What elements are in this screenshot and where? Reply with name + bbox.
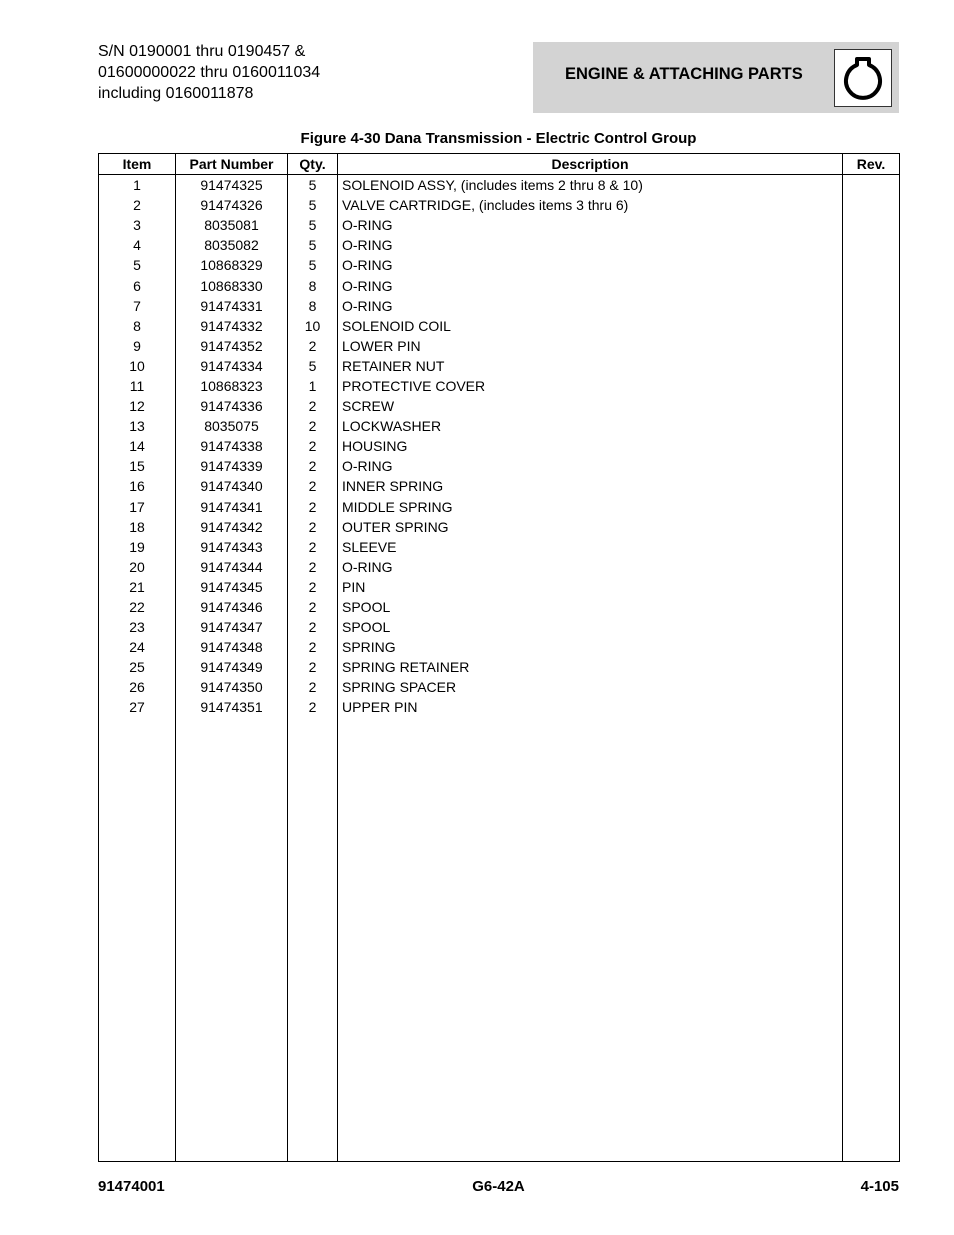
- cell-qty: 2: [288, 517, 338, 537]
- table-row: [99, 677, 900, 697]
- cell-description: LOWER PIN: [338, 336, 843, 356]
- table-row: [99, 336, 900, 356]
- cell-qty: 2: [288, 456, 338, 476]
- cell-qty: 10: [288, 316, 338, 336]
- cell-part-number: 91474331: [176, 296, 288, 316]
- cell-rev: [843, 336, 900, 356]
- cell-description: SPRING SPACER: [338, 677, 843, 697]
- cell-part-number: 91474326: [176, 195, 288, 215]
- cell-qty: 5: [288, 235, 338, 255]
- cell-qty: 2: [288, 436, 338, 456]
- table-row: [99, 597, 900, 617]
- table-row: [99, 175, 900, 196]
- table-row: [99, 356, 900, 376]
- cell-item: 25: [99, 657, 176, 677]
- cell-rev: [843, 517, 900, 537]
- cell-item: 12: [99, 396, 176, 416]
- cell-description: INNER SPRING: [338, 476, 843, 496]
- cell-rev: [843, 296, 900, 316]
- cell-description: O-RING: [338, 275, 843, 295]
- cell-part-number: 91474336: [176, 396, 288, 416]
- cell-description: O-RING: [338, 296, 843, 316]
- table-row: [99, 275, 900, 295]
- cell-description: SOLENOID ASSY, (includes items 2 thru 8 & 10): [338, 175, 843, 196]
- cell-item: 20: [99, 557, 176, 577]
- cell-rev: [843, 175, 900, 196]
- cell-part-number: 8035082: [176, 235, 288, 255]
- table-row: [99, 557, 900, 577]
- table-row: [99, 316, 900, 336]
- cell-qty: 2: [288, 416, 338, 436]
- cell-description: SPRING RETAINER: [338, 657, 843, 677]
- figure-title: Figure 4-30 Dana Transmission - Electric Control Group: [300, 130, 697, 147]
- cell-part-number: 91474346: [176, 597, 288, 617]
- cell-part-number: 91474352: [176, 336, 288, 356]
- cell-description: HOUSING: [338, 436, 843, 456]
- table-row: [99, 577, 900, 597]
- cell-qty: 2: [288, 597, 338, 617]
- cell-description: SPOOL: [338, 597, 843, 617]
- engine-icon-graphic: [835, 50, 891, 106]
- cell-qty: 2: [288, 577, 338, 597]
- cell-rev: [843, 617, 900, 637]
- cell-item: 27: [99, 697, 176, 717]
- cell-part-number: 91474332: [176, 316, 288, 336]
- cell-part-number: 91474339: [176, 456, 288, 476]
- cell-description: OUTER SPRING: [338, 517, 843, 537]
- cell-description: VALVE CARTRIDGE, (includes items 3 thru 6): [338, 195, 843, 215]
- cell-qty: 1: [288, 376, 338, 396]
- cell-part-number: 91474325: [176, 175, 288, 196]
- table-row: [99, 296, 900, 316]
- cell-qty: 2: [288, 677, 338, 697]
- cell-part-number: 8035081: [176, 215, 288, 235]
- serial-line: 01600000022 thru 0160011034: [98, 64, 321, 81]
- cell-item: 3: [99, 215, 176, 235]
- cell-rev: [843, 436, 900, 456]
- table-row: [99, 517, 900, 537]
- empty-cell: [338, 718, 843, 1162]
- column-header-item: Item: [99, 154, 176, 175]
- cell-qty: 5: [288, 195, 338, 215]
- table-row: [99, 416, 900, 436]
- cell-qty: 5: [288, 255, 338, 275]
- cell-description: LOCKWASHER: [338, 416, 843, 436]
- cell-item: 11: [99, 376, 176, 396]
- cell-qty: 2: [288, 497, 338, 517]
- cell-rev: [843, 597, 900, 617]
- cell-item: 9: [99, 336, 176, 356]
- cell-part-number: 91474342: [176, 517, 288, 537]
- cell-rev: [843, 697, 900, 717]
- table-empty-space: [99, 718, 900, 1162]
- cell-rev: [843, 396, 900, 416]
- table-row: [99, 497, 900, 517]
- cell-rev: [843, 235, 900, 255]
- cell-description: UPPER PIN: [338, 697, 843, 717]
- cell-item: 8: [99, 316, 176, 336]
- table-row: [99, 537, 900, 557]
- cell-rev: [843, 215, 900, 235]
- cell-part-number: 91474338: [176, 436, 288, 456]
- cell-rev: [843, 677, 900, 697]
- cell-rev: [843, 456, 900, 476]
- section-title: ENGINE & ATTACHING PARTS: [565, 65, 803, 83]
- section-header: [533, 42, 899, 113]
- parts-table-body: [99, 175, 900, 1162]
- cell-description: SOLENOID COIL: [338, 316, 843, 336]
- cell-rev: [843, 497, 900, 517]
- footer-model: G6-42A: [472, 1178, 525, 1195]
- cell-rev: [843, 637, 900, 657]
- serial-line: including 0160011878: [98, 85, 254, 102]
- cell-part-number: 91474349: [176, 657, 288, 677]
- table-row: [99, 436, 900, 456]
- table-row: [99, 255, 900, 275]
- cell-rev: [843, 557, 900, 577]
- cell-qty: 5: [288, 215, 338, 235]
- cell-item: 15: [99, 456, 176, 476]
- cell-rev: [843, 195, 900, 215]
- cell-part-number: 10868323: [176, 376, 288, 396]
- cell-item: 2: [99, 195, 176, 215]
- cell-qty: 2: [288, 617, 338, 637]
- cell-item: 5: [99, 255, 176, 275]
- cell-item: 23: [99, 617, 176, 637]
- table-row: [99, 476, 900, 496]
- table-row: [99, 456, 900, 476]
- table-row: [99, 376, 900, 396]
- cell-item: 21: [99, 577, 176, 597]
- cell-rev: [843, 376, 900, 396]
- cell-description: MIDDLE SPRING: [338, 497, 843, 517]
- table-row: [99, 235, 900, 255]
- cell-qty: 2: [288, 537, 338, 557]
- cell-qty: 2: [288, 557, 338, 577]
- table-row: [99, 215, 900, 235]
- table-row: [99, 617, 900, 637]
- cell-rev: [843, 657, 900, 677]
- cell-qty: 2: [288, 657, 338, 677]
- engine-icon: [834, 49, 892, 107]
- cell-rev: [843, 316, 900, 336]
- table-row: [99, 396, 900, 416]
- cell-item: 1: [99, 175, 176, 196]
- footer-page-number: 4-105: [860, 1178, 899, 1195]
- column-header-rev: Rev.: [843, 154, 900, 175]
- cell-rev: [843, 356, 900, 376]
- cell-description: RETAINER NUT: [338, 356, 843, 376]
- cell-item: 24: [99, 637, 176, 657]
- cell-part-number: 91474348: [176, 637, 288, 657]
- cell-qty: 8: [288, 296, 338, 316]
- parts-table: [98, 153, 900, 1162]
- empty-cell: [843, 718, 900, 1162]
- cell-part-number: 91474345: [176, 577, 288, 597]
- column-header-qty: Qty.: [288, 154, 338, 175]
- cell-part-number: 91474344: [176, 557, 288, 577]
- cell-rev: [843, 537, 900, 557]
- cell-part-number: 91474347: [176, 617, 288, 637]
- cell-description: SCREW: [338, 396, 843, 416]
- cell-description: O-RING: [338, 456, 843, 476]
- cell-item: 17: [99, 497, 176, 517]
- table-header-row: [99, 154, 900, 175]
- cell-item: 13: [99, 416, 176, 436]
- cell-item: 10: [99, 356, 176, 376]
- cell-qty: 8: [288, 275, 338, 295]
- cell-item: 19: [99, 537, 176, 557]
- cell-qty: 2: [288, 637, 338, 657]
- cell-description: SPRING: [338, 637, 843, 657]
- cell-qty: 5: [288, 356, 338, 376]
- cell-item: 18: [99, 517, 176, 537]
- cell-item: 22: [99, 597, 176, 617]
- table-row: [99, 195, 900, 215]
- cell-description: O-RING: [338, 215, 843, 235]
- cell-qty: 2: [288, 336, 338, 356]
- cell-item: 6: [99, 275, 176, 295]
- cell-rev: [843, 275, 900, 295]
- cell-part-number: 8035075: [176, 416, 288, 436]
- cell-part-number: 91474350: [176, 677, 288, 697]
- cell-rev: [843, 255, 900, 275]
- cell-description: PROTECTIVE COVER: [338, 376, 843, 396]
- cell-item: 7: [99, 296, 176, 316]
- empty-cell: [288, 718, 338, 1162]
- cell-part-number: 91474340: [176, 476, 288, 496]
- cell-qty: 2: [288, 476, 338, 496]
- serial-number-block: [98, 41, 320, 104]
- cell-rev: [843, 416, 900, 436]
- empty-cell: [176, 718, 288, 1162]
- column-header-part-number: Part Number: [176, 154, 288, 175]
- cell-description: SLEEVE: [338, 537, 843, 557]
- cell-description: SPOOL: [338, 617, 843, 637]
- cell-item: 14: [99, 436, 176, 456]
- cell-description: PIN: [338, 577, 843, 597]
- column-header-description: Description: [338, 154, 843, 175]
- table-row: [99, 657, 900, 677]
- cell-item: 4: [99, 235, 176, 255]
- cell-qty: 2: [288, 396, 338, 416]
- cell-part-number: 91474343: [176, 537, 288, 557]
- serial-line: S/N 0190001 thru 0190457 &: [98, 43, 306, 60]
- cell-part-number: 91474334: [176, 356, 288, 376]
- cell-rev: [843, 476, 900, 496]
- empty-cell: [99, 718, 176, 1162]
- cell-description: O-RING: [338, 235, 843, 255]
- cell-qty: 5: [288, 175, 338, 196]
- cell-description: O-RING: [338, 557, 843, 577]
- cell-part-number: 91474351: [176, 697, 288, 717]
- table-row: [99, 697, 900, 717]
- cell-rev: [843, 577, 900, 597]
- footer-part-number: 91474001: [98, 1178, 165, 1195]
- cell-part-number: 91474341: [176, 497, 288, 517]
- cell-part-number: 10868330: [176, 275, 288, 295]
- cell-item: 26: [99, 677, 176, 697]
- table-row: [99, 637, 900, 657]
- cell-description: O-RING: [338, 255, 843, 275]
- cell-item: 16: [99, 476, 176, 496]
- cell-part-number: 10868329: [176, 255, 288, 275]
- cell-qty: 2: [288, 697, 338, 717]
